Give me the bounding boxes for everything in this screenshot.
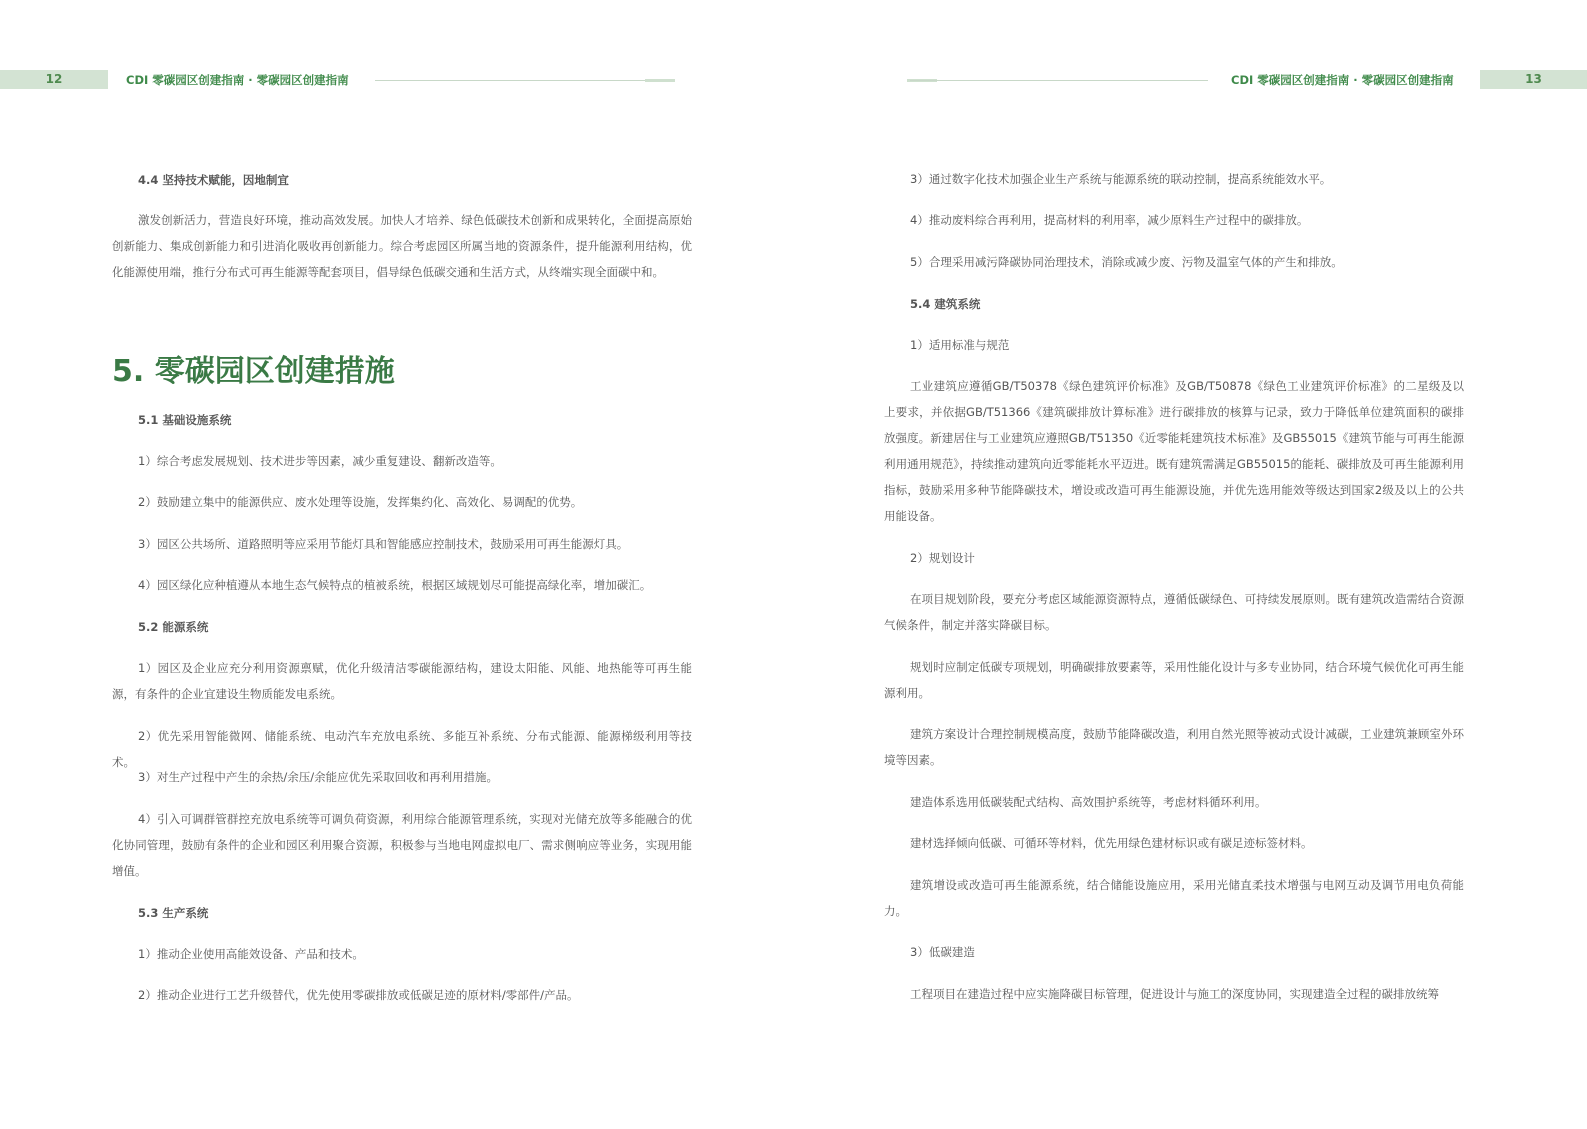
header-title: CDI 零碳园区创建指南 · 零碳园区创建指南 bbox=[1231, 73, 1454, 87]
left-page bbox=[0, 0, 793, 1129]
list-item: 4）推动废料综合再利用，提高材料的利用率，减少原料生产过程中的碳排放。 bbox=[910, 213, 1309, 227]
header-accent-bar bbox=[645, 79, 675, 82]
subsection-heading: 3）低碳建造 bbox=[910, 945, 975, 959]
section-heading: 5.1 基础设施系统 bbox=[138, 413, 232, 427]
list-item: 1）园区及企业应充分利用资源禀赋，优化升级清洁零碳能源结构，建设太阳能、风能、地热能等可再生能源，有条件的企业宜建设生物质能发电系统。 bbox=[112, 661, 692, 701]
paragraph: 规划时应制定低碳专项规划，明确碳排放要素等，采用性能化设计与多专业协同，结合环境气候优化可再生能源利用。 bbox=[884, 660, 1464, 700]
list-item: 3）园区公共场所、道路照明等应采用节能灯具和智能感应控制技术，鼓励采用可再生能源灯具。 bbox=[138, 537, 629, 551]
list-item: 1）综合考虑发展规划、技术进步等因素，减少重复建设、翻新改造等。 bbox=[138, 454, 502, 468]
paragraph: 建材选择倾向低碳、可循环等材料，优先用绿色建材标识或有碳足迹标签材料。 bbox=[910, 836, 1313, 850]
header-rule bbox=[910, 80, 1208, 81]
list-item: 4）引入可调群管群控充放电系统等可调负荷资源，利用综合能源管理系统，实现对光储充放等多能融合的优化协同管理，鼓励有条件的企业和园区利用聚合资源，积极参与当地电网虚拟电厂、需求侧响应等业务，实现用能增值。 bbox=[112, 812, 692, 878]
list-item: 2）推动企业进行工艺升级替代，优先使用零碳排放或低碳足迹的原材料/零部件/产品。 bbox=[138, 988, 579, 1002]
list-item: 4）园区绿化应种植遵从本地生态气候特点的植被系统，根据区域规划尽可能提高绿化率，增加碳汇。 bbox=[138, 578, 652, 592]
paragraph: 激发创新活力，营造良好环境，推动高效发展。加快人才培养、绿色低碳技术创新和成果转化，全面提高原始创新能力、集成创新能力和引进消化吸收再创新能力。综合考虑园区所属当地的资源条件，提升能源利用结构，优化能源使用端，推行分布式可再生能源等配套项目，倡导绿色低碳交通和生活方式，从终端实现全面碳中和。 bbox=[112, 213, 692, 279]
paragraph: 工业建筑应遵循GB/T50378《绿色建筑评价标准》及GB/T50878《绿色工业建筑评价标准》的二星级及以上要求，并依据GB/T51366《建筑碳排放计算标准》进行碳排放的核算与记录，致力于降低单位建筑面积的碳排放强度。新建居住与工业建筑应遵照GB/T51350《近零能耗建筑技术标准》及GB55015《建筑节能与可再生能源利用通用规范》，持续推动建筑向近零能耗水平迈进。既有建筑需满足GB55015的能耗、碳排放及可再生能源利用指标，鼓励采用多种节能降碳技术，增设或改造可再生能源设施，并优先选用能效等级达到国家2级及以上的公共用能设备。 bbox=[884, 379, 1464, 523]
paragraph: 建筑方案设计合理控制规模高度，鼓励节能降碳改造，利用自然光照等被动式设计减碳，工业建筑兼顾室外环境等因素。 bbox=[884, 727, 1464, 767]
list-item: 1）推动企业使用高能效设备、产品和技术。 bbox=[138, 947, 364, 961]
paragraph: 在项目规划阶段，要充分考虑区域能源资源特点，遵循低碳绿色、可持续发展原则。既有建筑改造需结合资源气候条件，制定并落实降碳目标。 bbox=[884, 592, 1464, 632]
list-item: 5）合理采用减污降碳协同治理技术，消除或减少废、污物及温室气体的产生和排放。 bbox=[910, 255, 1343, 269]
subsection-heading: 2）规划设计 bbox=[910, 551, 975, 565]
header-rule bbox=[375, 80, 663, 81]
page-number: 12 bbox=[0, 70, 108, 89]
list-item: 3）对生产过程中产生的余热/余压/余能应优先采取回收和再利用措施。 bbox=[138, 770, 499, 784]
paragraph: 工程项目在建造过程中应实施降碳目标管理，促进设计与施工的深度协同，实现建造全过程的碳排放统筹 bbox=[910, 987, 1439, 1001]
subsection-heading: 1）适用标准与规范 bbox=[910, 338, 1010, 352]
section-heading: 5.4 建筑系统 bbox=[910, 297, 981, 311]
section-heading: 5.2 能源系统 bbox=[138, 620, 209, 634]
section-heading: 5.3 生产系统 bbox=[138, 906, 209, 920]
list-item: 2）鼓励建立集中的能源供应、废水处理等设施，发挥集约化、高效化、易调配的优势。 bbox=[138, 495, 583, 509]
paragraph: 建造体系选用低碳装配式结构、高效围护系统等，考虑材料循环利用。 bbox=[910, 795, 1267, 809]
list-item: 3）通过数字化技术加强企业生产系统与能源系统的联动控制，提高系统能效水平。 bbox=[910, 172, 1332, 186]
right-page bbox=[794, 0, 1587, 1129]
paragraph: 建筑增设或改造可再生能源系统，结合储能设施应用，采用光储直柔技术增强与电网互动及调节用电负荷能力。 bbox=[884, 878, 1464, 918]
list-item: 2）优先采用智能微网、储能系统、电动汽车充放电系统、多能互补系统、分布式能源、能源梯级利用等技术。 bbox=[112, 729, 692, 769]
header-title: CDI 零碳园区创建指南 · 零碳园区创建指南 bbox=[126, 73, 349, 87]
page-number: 13 bbox=[1480, 70, 1587, 89]
section-heading: 4.4 坚持技术赋能，因地制宜 bbox=[138, 173, 289, 187]
chapter-title: 5. 零碳园区创建措施 bbox=[112, 354, 395, 389]
